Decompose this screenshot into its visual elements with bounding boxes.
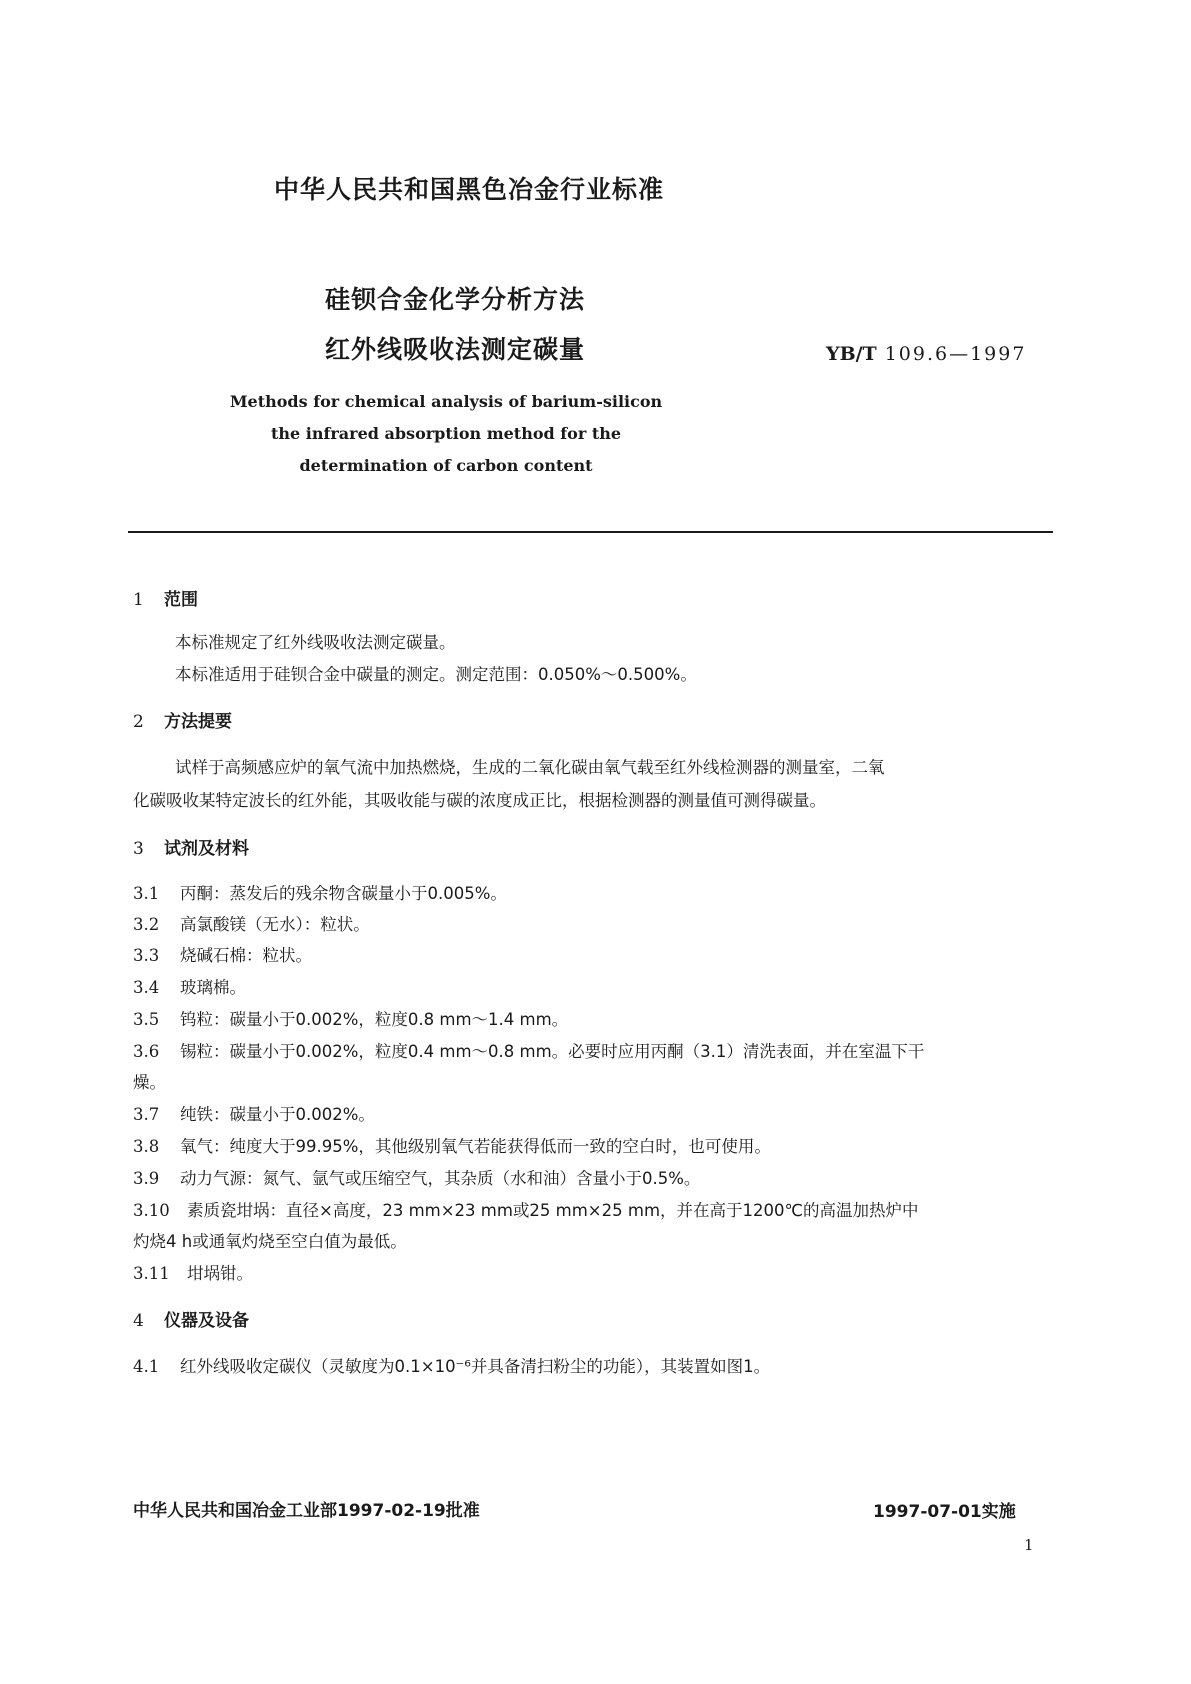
item-number: 3.6	[133, 1042, 160, 1061]
section-title: 范围	[164, 590, 198, 610]
reagent-item	[133, 1260, 253, 1284]
item-text: 氧气：纯度大于99.95%，其他级别氧气若能获得低而一致的空白时，也可使用。	[180, 1137, 771, 1156]
item-number: 3.10	[133, 1201, 170, 1220]
reagent-item	[133, 1038, 924, 1062]
standard-number	[826, 343, 1026, 365]
item-number: 3.3	[133, 946, 160, 965]
equipment-item	[133, 1353, 770, 1377]
item-text: 坩埚钳。	[187, 1264, 253, 1283]
section-title: 方法提要	[164, 712, 232, 732]
item-text: 烧碱石棉：粒状。	[180, 946, 312, 965]
english-title-line-3: determination of carbon content	[299, 456, 593, 475]
page-number: 1	[1024, 1536, 1034, 1554]
section-heading-equipment	[133, 1306, 249, 1331]
reagent-item	[133, 1006, 568, 1030]
english-title-line-1: Methods for chemical analysis of barium-silicon	[229, 392, 663, 411]
item-text: 玻璃棉。	[180, 978, 246, 997]
scope-paragraph-2: 本标准适用于硅钡合金中碳量的测定。测定范围：0.050%～0.500%。	[175, 665, 697, 684]
chinese-title-line-2: 红外线吸收法测定碳量	[325, 335, 586, 364]
title-divider	[128, 531, 1053, 533]
item-number: 3.2	[133, 915, 160, 934]
effective-date: 1997-07-01实施	[873, 1502, 1016, 1522]
reagent-item	[133, 1133, 771, 1157]
section-number: 4	[133, 1311, 144, 1331]
reagent-item	[133, 880, 507, 904]
item-number: 4.1	[133, 1357, 160, 1376]
item-number: 3.9	[133, 1169, 160, 1188]
item-number: 3.4	[133, 978, 160, 997]
chinese-title-line-1: 硅钡合金化学分析方法	[325, 285, 586, 314]
english-title-line-2: the infrared absorption method for the	[270, 424, 622, 443]
section-number: 2	[133, 712, 144, 732]
reagent-item	[133, 1197, 919, 1221]
approval-line: 中华人民共和国冶金工业部1997-02-19批准	[133, 1501, 480, 1521]
section-title: 仪器及设备	[164, 1311, 249, 1331]
section-heading-reagents	[133, 834, 249, 859]
issuing-body-heading: 中华人民共和国黑色冶金行业标准	[274, 175, 665, 204]
reagent-item-continuation: 灼烧4 h或通氧灼烧至空白值为最低。	[133, 1232, 407, 1251]
section-heading-scope	[133, 585, 198, 610]
item-text: 钨粒：碳量小于0.002%，粒度0.8 mm～1.4 mm。	[180, 1010, 569, 1029]
item-text: 高氯酸镁（无水）：粒状。	[180, 915, 370, 934]
item-number: 3.11	[133, 1264, 170, 1283]
item-text: 动力气源：氮气、氩气或压缩空气，其杂质（水和油）含量小于0.5%。	[180, 1169, 701, 1188]
item-text: 素质瓷坩埚：直径×高度，23 mm×23 mm或25 mm×25 mm，并在高于1200℃的高温加热炉中	[187, 1201, 919, 1220]
reagent-item-continuation: 燥。	[133, 1073, 166, 1092]
section-number: 1	[133, 590, 144, 610]
reagent-item	[133, 911, 370, 935]
item-number: 3.8	[133, 1137, 160, 1156]
reagent-item	[133, 1165, 700, 1189]
item-text: 丙酮：蒸发后的残余物含碳量小于0.005%。	[180, 884, 507, 903]
item-number: 3.7	[133, 1105, 160, 1124]
reagent-item	[133, 974, 246, 998]
reagent-item	[133, 942, 312, 966]
item-text: 红外线吸收定碳仪（灵敏度为0.1×10⁻⁶并具备清扫粉尘的功能），其装置如图1。	[180, 1357, 771, 1376]
item-number: 3.1	[133, 884, 160, 903]
standard-prefix: YB/T	[826, 343, 877, 365]
standard-code: 109.6—1997	[884, 343, 1027, 365]
method-paragraph-line-2: 化碳吸收某特定波长的红外能，其吸收能与碳的浓度成正比，根据检测器的测量值可测得碳量。	[133, 791, 826, 810]
section-title: 试剂及材料	[164, 839, 249, 859]
method-paragraph-line-1: 试样于高频感应炉的氧气流中加热燃烧，生成的二氧化碳由氧气载至红外线检测器的测量室，二氧	[175, 758, 885, 777]
section-number: 3	[133, 839, 144, 859]
scope-paragraph-1: 本标准规定了红外线吸收法测定碳量。	[175, 633, 456, 652]
item-number: 3.5	[133, 1010, 160, 1029]
section-heading-method	[133, 707, 232, 732]
reagent-item	[133, 1101, 375, 1125]
item-text: 纯铁：碳量小于0.002%。	[180, 1105, 375, 1124]
item-text: 锡粒：碳量小于0.002%，粒度0.4 mm～0.8 mm。必要时应用丙酮（3.1）清洗表面，并在室温下干	[180, 1042, 925, 1061]
